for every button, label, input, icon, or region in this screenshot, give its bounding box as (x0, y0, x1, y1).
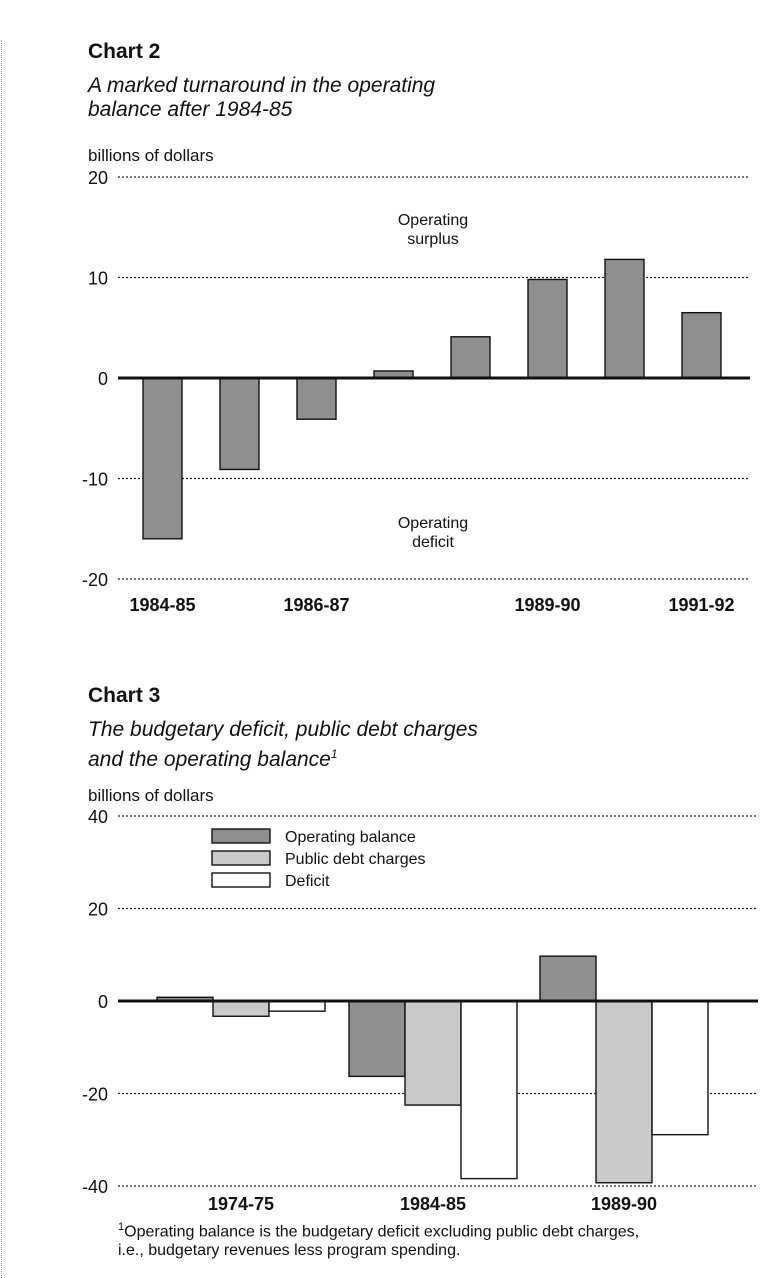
chart3-unit-label: billions of dollars (88, 786, 214, 805)
chart3-y-tick-label: 40 (87, 807, 108, 827)
chart2-y-tick-label: -10 (81, 469, 108, 490)
chart2-x-label: 1986-87 (283, 595, 350, 615)
chart3-bar (652, 1001, 708, 1135)
chart2-y-tick-label: 10 (87, 268, 108, 289)
chart3-legend-label: Operating balance (285, 829, 416, 846)
footnote-line2: i.e., budgetary revenues less program spending. (118, 1242, 461, 1260)
chart3-bar (461, 1001, 517, 1179)
chart2-x-label: 1989-90 (514, 595, 581, 615)
chart2-y-tick-label: 20 (87, 168, 108, 188)
chart3-subtitle-line1: The budgetary deficit, public debt charges (88, 718, 478, 741)
chart3-x-label: 1974-75 (207, 1194, 275, 1214)
chart3-x-label: 1989-90 (590, 1194, 658, 1214)
chart3-heading: Chart 3 (88, 684, 161, 707)
footnote-line1-text: Operating balance is the budgetary deficit excluding public debt charges, (124, 1223, 640, 1241)
chart3-y-tick-label: -40 (81, 1177, 108, 1197)
chart3-subtitle-line2-text: and the operating balance (88, 748, 331, 771)
chart2-subtitle-line1: A marked turnaround in the operating (88, 74, 436, 97)
chart2-annotation-deficit-2: deficit (412, 534, 454, 551)
chart3-bar (540, 956, 596, 1001)
chart2-unit-label: billions of dollars (88, 146, 214, 165)
chart3-y-tick-label: 20 (87, 899, 108, 920)
chart3-legend-swatch (212, 873, 270, 887)
chart3-legend-label: Deficit (285, 873, 330, 890)
chart3-legend-swatch (212, 851, 270, 865)
chart3-footnote (118, 1218, 758, 1260)
chart3-bar (349, 1001, 405, 1076)
chart3-legend-label: Public debt charges (285, 851, 426, 868)
chart3-y-tick-label: 0 (97, 992, 108, 1012)
chart2-x-label: 1991-92 (668, 595, 735, 615)
chart3-subtitle-footnote-marker: 1 (330, 747, 338, 761)
chart3-legend-swatch (212, 829, 270, 843)
chart2-annotation-surplus-1: Operating (397, 212, 469, 229)
chart2-annotation-surplus-2: surplus (407, 231, 459, 248)
chart3-bar (213, 1001, 269, 1016)
chart2-heading: Chart 2 (88, 40, 161, 63)
chart2-subtitle-line2: balance after 1984-85 (88, 98, 293, 121)
chart3-y-tick-label: -20 (81, 1084, 108, 1105)
chart3-bars (157, 956, 708, 1183)
chart3-y-ticks (82, 807, 108, 1197)
chart3-bar (405, 1001, 461, 1105)
chart3-x-labels (208, 1194, 657, 1214)
chart2-annotation-deficit-1: Operating (397, 515, 469, 532)
chart2-y-tick-label: -20 (81, 570, 108, 590)
chart3-legend (212, 829, 426, 890)
chart2-x-label: 1984-85 (129, 595, 196, 615)
chart3-bar (596, 1001, 652, 1183)
chart3-x-label: 1984-85 (399, 1194, 467, 1214)
footnote-line1 (118, 1218, 758, 1241)
chart3-bar (269, 1001, 325, 1011)
footnote-marker: 1 (118, 1221, 125, 1233)
chart2-y-tick-label: 0 (97, 369, 108, 389)
